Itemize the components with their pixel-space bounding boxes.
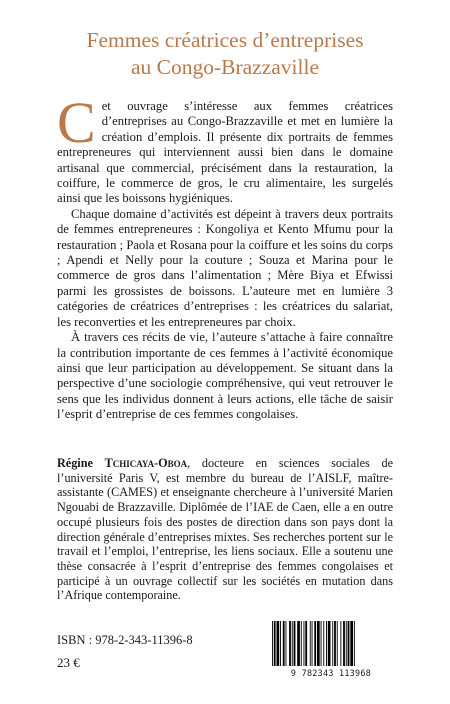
title-line-2: au Congo-Brazzaville: [130, 55, 320, 79]
drop-cap: C: [57, 90, 96, 155]
barcode: [268, 621, 394, 678]
author-bio: [57, 456, 393, 603]
summary-paragraph-1: [57, 90, 393, 207]
author-first-name: Régine: [57, 456, 93, 470]
book-title: [0, 27, 450, 81]
barcode-bars-icon: [268, 621, 394, 668]
author-last-name: Tchicaya-Oboa: [104, 456, 188, 470]
isbn: ISBN : 978-2-343-11396-8: [57, 633, 193, 647]
title-line-1: Femmes créatrices d’entreprises: [86, 28, 364, 52]
summary-paragraph-1-text: et ouvrage s’intéresse aux femmes créatrices d’entreprises au Congo-Brazzaville et met en lumière la création d’emplois. Il présente dix portraits de femmes entrepreneures qui interviennent aussi bien dans le domaine artisanal que commercial, précisément dans la restauration, la coiffure, le commerce de gros, le cru alimentaire, les surgelés ainsi que les boissons hygiéniques.: [57, 99, 393, 206]
summary-text: [57, 90, 393, 423]
author-bio-text: , docteure en sciences sociales de l’université Paris V, est membre du bureau de l’AISLF, maître-assistante (CAMES) et enseignante chercheure à l’université Marien Ngouabi de Brazzaville. Diplômée de l’IAE de Caen, elle a en outre occupé plusieurs fois des postes de direction dans son pays dont la direction générale d’entreprises mixtes. Ses recherches portent sur le travail et l’emploi, l’entreprise, les liens sociaux. Elle a soutenu une thèse consacrée à l’esprit d’entreprise des femmes congolaises et participé à un ouvrage collectif sur les sociétés en mutation dans l’Afrique contemporaine.: [57, 456, 393, 603]
summary-paragraph-3: À travers ces récits de vie, l’auteure s’attache à faire connaître la contribution importante de ces femmes à l’activité économique ainsi que leur participation au développement. Se situant dans la perspective d’une sociologie compréhensive, qui veut retrouver le sens que les individus donnent à leurs actions, elle tâche de saisir l’esprit d’entreprise de ces femmes congolaises.: [57, 330, 393, 422]
author-bio-paragraph: [57, 456, 393, 603]
summary-paragraph-2: Chaque domaine d’activités est dépeint à travers deux portraits de femmes entrepreneures : Kongoliya et Kento Mfumu pour la restauration ; Paola et Rosana pour la coiffure et les soins du corps ; Apendi et Nelly pour la couture ; Souza et Marina pour le commerce de gros dans l’alimentation ; Mère Biya et Efwissi parmi les grossistes de boissons. L’auteure met en lumière 3 catégories de créatrices d’entreprises : les créatrices du salariat, les reconverties et les entrepreneures par choix.: [57, 206, 393, 329]
barcode-number: 9 782343 113968: [290, 668, 372, 678]
price: 23 €: [57, 655, 80, 670]
